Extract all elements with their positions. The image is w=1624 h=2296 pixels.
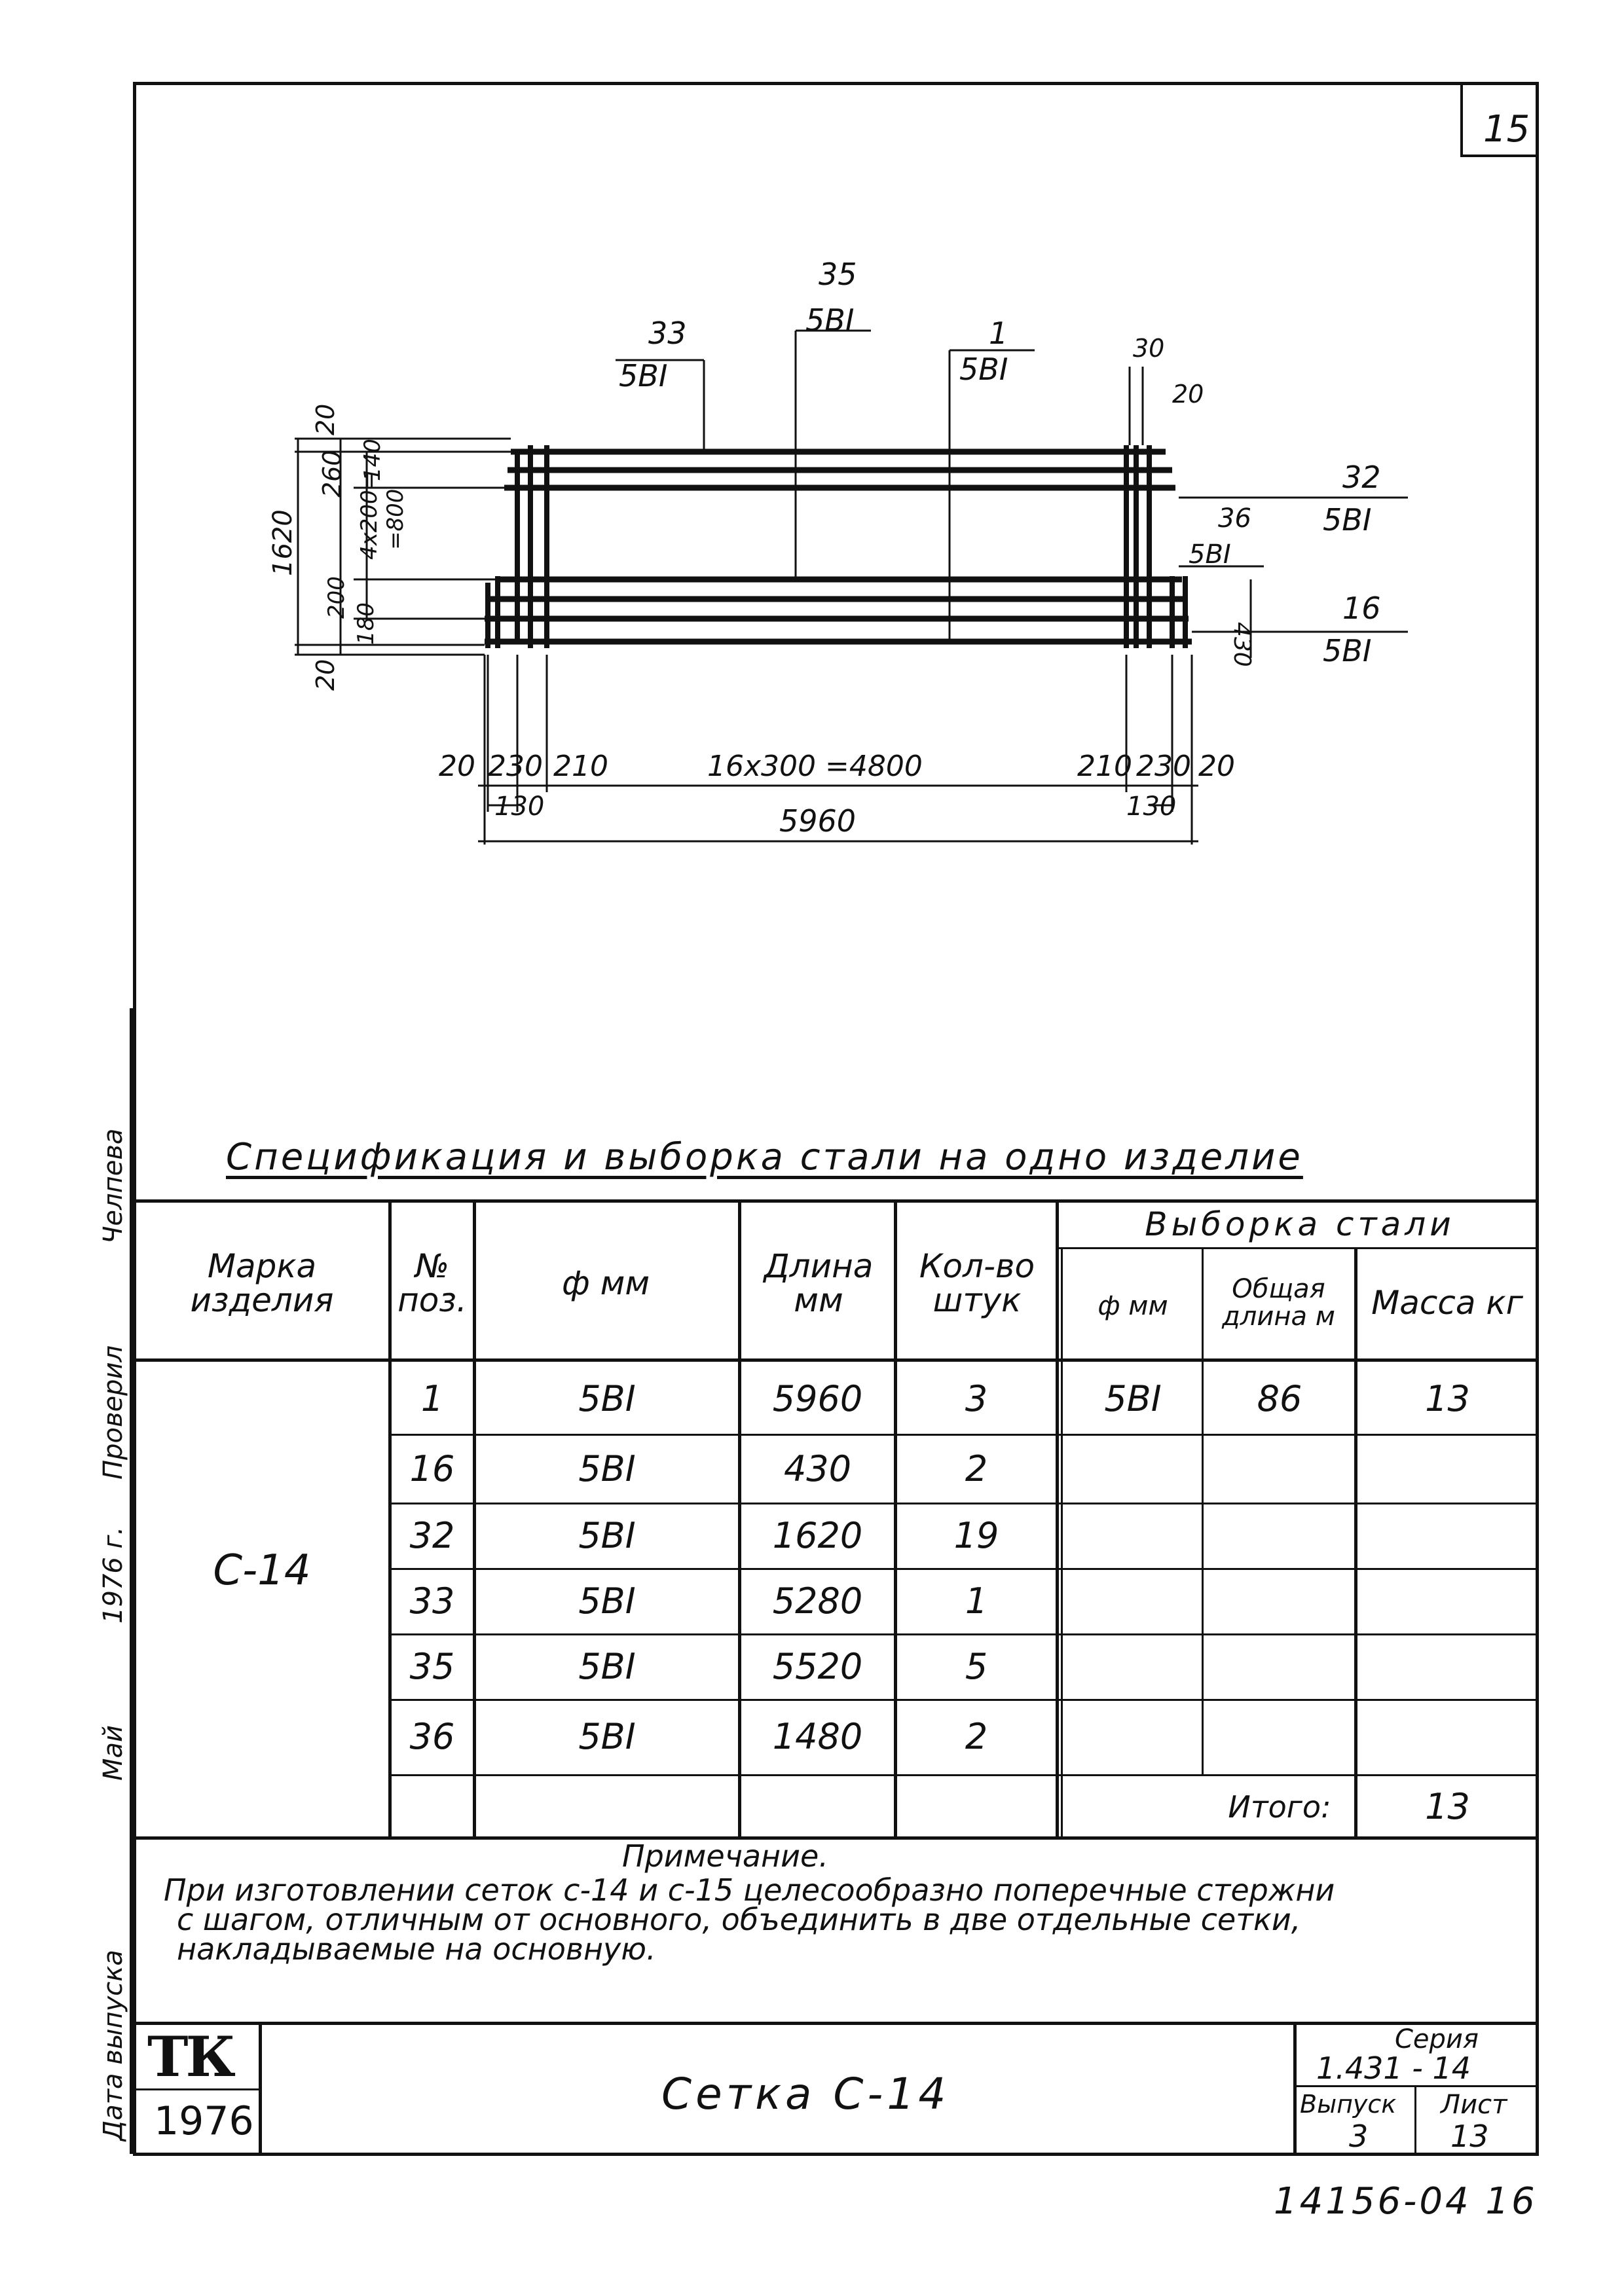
spec-title: Спецификация и выборка стали на одно изделие <box>226 1136 1303 1178</box>
row-2-length: 430 <box>783 1448 852 1489</box>
stamp-logo-divider <box>259 2022 262 2156</box>
col-line-7 <box>1354 1247 1357 1836</box>
row-line-6 <box>388 1774 1539 1776</box>
callout-1-num: 1 <box>989 316 1008 351</box>
header-qty: Кол-во штук <box>919 1247 1035 1319</box>
side-strip-line <box>130 1008 133 2154</box>
dim-200: 200 <box>323 576 350 619</box>
row-3-pos: 32 <box>409 1515 455 1557</box>
side-month: Май <box>98 1724 128 1781</box>
row-4-length: 5280 <box>772 1580 863 1622</box>
note-title: Примечание. <box>622 1838 828 1874</box>
callout-32-grade: 5BI <box>1323 502 1372 538</box>
header-pos: № поз. <box>397 1247 467 1319</box>
dim-overall: 5960 <box>779 803 857 839</box>
row-6-length: 1480 <box>772 1715 863 1757</box>
row-3-qty: 19 <box>953 1515 999 1557</box>
dim-b-210-right: 210 <box>1077 750 1132 783</box>
side-checked: Проверил <box>98 1345 128 1480</box>
callout-35-grade: 5BI <box>805 302 855 338</box>
header-mark: Марка изделия <box>190 1247 334 1319</box>
callout-16-num: 16 <box>1342 591 1381 626</box>
note-line-1: При изготовлении сеток с-14 и с-15 целесообразно поперечные стержни <box>164 1872 1335 1908</box>
sel-total: 86 <box>1257 1378 1302 1420</box>
callout-16-grade: 5BI <box>1323 633 1372 668</box>
row-1-length: 5960 <box>772 1378 863 1420</box>
sheet-value: 13 <box>1450 2119 1489 2154</box>
issue-value: 3 <box>1349 2119 1369 2154</box>
total-value: 13 <box>1425 1785 1470 1827</box>
callout-36-num: 36 <box>1218 503 1251 534</box>
side-date: 1976 г. <box>98 1526 128 1624</box>
dim-20-right: 20 <box>1172 380 1204 409</box>
total-label: Итого: <box>1228 1789 1331 1825</box>
dim-430: 430 <box>1228 622 1255 667</box>
bottom-code: 14156-04 16 <box>1274 2180 1538 2223</box>
series-label: Серия <box>1395 2024 1479 2054</box>
callout-36-grade: 5BI <box>1189 539 1231 570</box>
callout-33-num: 33 <box>648 316 687 351</box>
side-name: Челпева <box>98 1128 128 1244</box>
dim-4x200: 4x200= <box>356 471 382 560</box>
row-1-qty: 3 <box>965 1378 988 1420</box>
row-5-length: 5520 <box>772 1646 863 1688</box>
row-5-qty: 5 <box>965 1646 988 1688</box>
stamp-right-divider <box>1293 2022 1297 2156</box>
dim-b-230-left: 230 <box>488 750 543 783</box>
tk-logo: ТК <box>147 2024 233 2089</box>
row-2-phi: 5BI <box>578 1448 636 1489</box>
note-line-2: с шагом, отличным от основного, объединить в две отдельные сетки, <box>177 1902 1301 1937</box>
dim-20-top: 20 <box>311 403 340 435</box>
dim-130-right: 130 <box>1126 792 1177 822</box>
row-6-pos: 36 <box>409 1715 455 1757</box>
stamp-title: Сетка С-14 <box>661 2069 950 2119</box>
table-bottom-line <box>133 1836 1539 1840</box>
col-line-5 <box>1056 1199 1059 1836</box>
series-value: 1.431 - 14 <box>1316 2050 1471 2086</box>
row-3-phi: 5BI <box>578 1515 636 1557</box>
dim-b-230-right: 230 <box>1136 750 1191 783</box>
dim-b-20-right: 20 <box>1198 750 1235 783</box>
col-line-6 <box>1202 1247 1204 1774</box>
rebar-mesh-drawing <box>0 0 1624 917</box>
selection-header-split <box>1058 1247 1539 1249</box>
sheet-number: 15 <box>1483 108 1530 151</box>
mark-value: С-14 <box>213 1546 311 1595</box>
row-4-qty: 1 <box>965 1580 988 1622</box>
callout-35-num: 35 <box>819 257 857 292</box>
table-header-bottom <box>133 1358 1539 1362</box>
dim-30: 30 <box>1133 334 1165 363</box>
dim-b-20-left: 20 <box>439 750 475 783</box>
stamp-top-line <box>133 2022 1539 2025</box>
dim-130-left: 130 <box>494 792 545 822</box>
note-line-3: накладываемые на основную. <box>177 1931 656 1967</box>
row-6-phi: 5BI <box>578 1715 636 1757</box>
sheet-label: Лист <box>1441 2090 1507 2120</box>
stamp-year: 1976 <box>154 2098 254 2144</box>
row-6-qty: 2 <box>965 1715 988 1757</box>
header-length: Длина мм <box>764 1247 874 1319</box>
callout-33-grade: 5BI <box>619 358 668 393</box>
row-5-phi: 5BI <box>578 1646 636 1688</box>
dim-800: =800 <box>382 488 409 550</box>
header-sel-phi: ф мм <box>1098 1291 1168 1321</box>
header-phi: ф мм <box>561 1264 650 1302</box>
header-selection: Выборка стали <box>1145 1205 1455 1243</box>
dim-180: 180 <box>353 602 379 645</box>
row-4-phi: 5BI <box>578 1580 636 1622</box>
row-1-pos: 1 <box>420 1378 444 1420</box>
sel-phi: 5BI <box>1104 1378 1162 1420</box>
row-5-pos: 35 <box>409 1646 455 1688</box>
side-issue-date: Дата выпуска <box>98 1950 128 2141</box>
row-2-qty: 2 <box>965 1448 988 1489</box>
row-3-length: 1620 <box>772 1515 863 1557</box>
row-2-pos: 16 <box>409 1448 455 1489</box>
header-sel-total: Общая длина м <box>1222 1274 1335 1332</box>
callout-1-grade: 5BI <box>959 352 1008 387</box>
dim-260: 260 <box>318 450 346 498</box>
issue-label: Выпуск <box>1300 2090 1397 2119</box>
dim-1620: 1620 <box>268 509 298 576</box>
row-4-pos: 33 <box>409 1580 455 1622</box>
row-1-phi: 5BI <box>578 1378 636 1420</box>
dim-20-bottom: 20 <box>311 659 340 691</box>
stamp-issue-split <box>1414 2085 1416 2156</box>
sel-mass: 13 <box>1425 1378 1470 1420</box>
col-line-8 <box>1061 1247 1063 1836</box>
dim-b-210-left: 210 <box>553 750 608 783</box>
dim-140: 140 <box>360 439 386 481</box>
header-sel-mass: Масса кг <box>1371 1283 1523 1322</box>
callout-32-num: 32 <box>1342 460 1381 495</box>
dim-b-4800: 16x300 =4800 <box>707 750 923 783</box>
